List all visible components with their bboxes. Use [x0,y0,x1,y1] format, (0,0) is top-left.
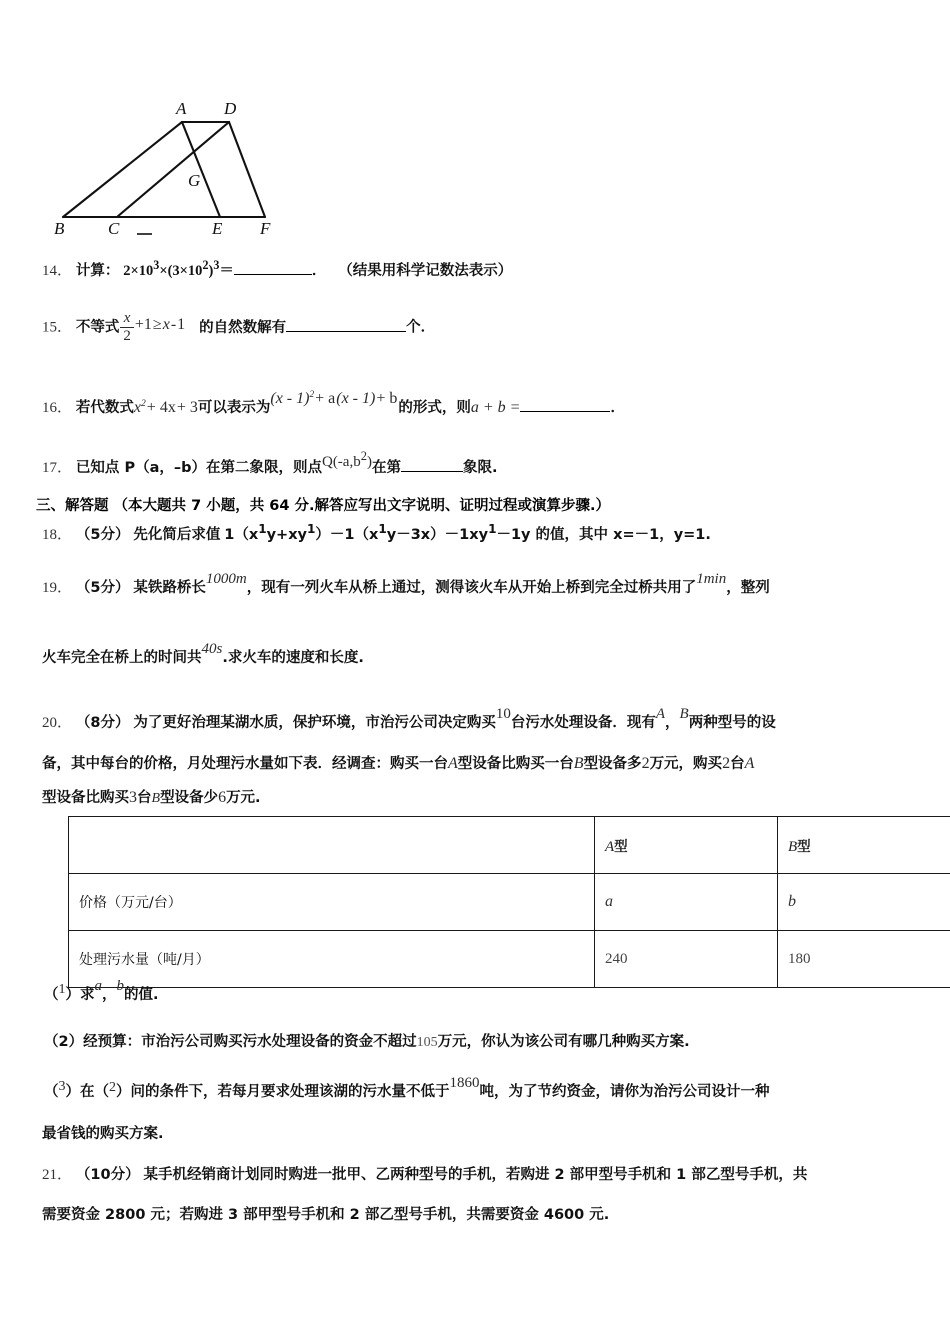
sub3-text-b: ）问的条件下，若每月要求处理该湖的污水量不低于 [116,1084,450,1100]
table-cell-capacity-b: 180 [778,931,950,988]
question-20-diff1: 2 [641,755,650,772]
question-20-line2-c: 型设备多 [583,756,642,772]
question-17-answer-blank[interactable] [401,471,463,472]
geometry-figure [40,88,340,238]
sub1-var-a: a [94,978,102,994]
question-14-expression: $2\times 10^3\times(3\times 10^2)^3=$ [123,258,234,279]
question-16-period: ． [610,400,625,416]
question-15-unit: 个． [406,319,436,336]
question-16-tail: 的形式，则 [398,400,471,416]
table-row-price [69,874,950,931]
question-17-point-q: $Q(-a,b^2)$ [321,449,372,470]
figure-label-G: G [188,171,201,190]
question-14-period: ． [311,262,327,279]
question-17-lead: 已知点 P（a，–b）在第二象限，则点 [75,460,322,476]
sub3-text-a: 在（ [80,1084,109,1100]
table-cell-price-b: b [778,874,950,931]
question-15 [42,311,435,344]
question-16-mid: 可以表示为 [197,400,271,416]
table-cell-capacity-a: 240 [595,931,778,988]
question-20-line1-c: 两种型号的设 [688,715,776,731]
segment-DF [229,122,265,217]
question-14-answer-blank[interactable] [234,274,312,275]
question-18-expression: $1(x^1y+xy^1)-1(x^1y-3x)-1xy^1-1y$ 的值，其中 x=－1，y=1. [224,522,711,543]
table-header-type-a: A型 [595,817,778,874]
question-20-score: （8分） [75,715,130,731]
segment-AE [182,122,220,217]
question-18-score: （5分） [75,526,130,543]
question-20-sub1 [44,975,159,1007]
question-15-label: 不等式 [75,319,120,336]
question-21-text-line1: 某手机经销商计划同时购进一批甲、乙两种型号的手机，若购进 2 部甲型号手机和 1 部乙型号手机，共 [143,1167,808,1183]
sub3-paren-open: （ [44,1084,59,1100]
sub1-text: 求 [80,987,95,1003]
question-20-sub3-line2 [42,1122,164,1146]
table-cell-empty-corner [69,817,595,874]
question-20-l2-type-a2: A [744,755,755,772]
question-20-line1-b: 台污水处理设备．现有 [510,715,656,731]
question-14-note: （结果用科学记数法表示） [338,262,513,279]
question-16 [42,387,625,420]
question-20-line3-c: 型设备少 [160,790,219,806]
figure-label-B: B [54,219,65,238]
sub3-text-c: 吨，为了节约资金，请你为治污公司设计一种 [479,1084,770,1100]
question-19-line2-b: .求火车的速度和长度. [222,650,364,666]
sub1-number: 1 [58,982,66,997]
question-15-tail-text: 的自然数解有 [199,319,287,336]
question-15-fraction [120,311,134,344]
question-19-text-b: ，现有一列火车从桥上通过，测得该火车从开始上桥到完全过桥共用了 [246,580,697,596]
sub1-comma: ， [102,987,117,1003]
question-18-lead: 先化简后求值 [133,526,221,543]
section-heading-answer-questions: 三、解答题 （本大题共 7 小题，共 64 分.解答应写出文字说明、证明过程或演算步骤.） [36,498,611,514]
question-21-number: 21． [42,1167,73,1183]
figure-label-F: F [260,219,271,238]
figure-label-C: C [108,219,120,238]
question-19-bridge-length: 1000m [205,571,247,587]
question-20-device-count: 10 [495,706,511,722]
question-20-line2-e: 台 [730,756,745,772]
figure-label-D: D [224,99,237,118]
question-20-line1 [42,703,776,735]
question-20-diff2: 6 [218,789,227,806]
figure-label-E: E [212,219,223,238]
question-20-type-a: A [655,706,666,722]
segment-BA [63,122,182,217]
question-18-number: 18． [42,526,73,543]
question-20-line2-b: 型设备比购买一台 [457,756,574,772]
sub2-text-a: 经预算：市治污公司购买污水处理设备的资金不超过 [83,1034,417,1050]
device-spec-table [68,816,950,988]
question-20-number: 20． [42,715,73,731]
question-16-expr-right: (x - 1)$^2$+ a(x - 1)+ b [270,390,398,407]
question-16-expr-left: $x^2+ 4x+ 3$ [133,397,198,416]
question-20-sub3 [44,1072,770,1104]
question-19-score: （5分） [75,580,130,596]
figure-label-A: A [176,99,187,118]
fraction-denominator: 2 [123,327,131,344]
question-20-comma: ， [665,715,680,731]
sub1-var-b: b [116,978,124,994]
table-row-label-capacity: 处理污水量（吨/月） [69,931,595,988]
fraction-numerator: x [123,310,131,326]
sub1-paren-close: ） [65,987,80,1003]
question-20-sub2 [44,1030,690,1054]
question-19-line1 [42,568,770,600]
question-16-answer-blank[interactable] [520,411,610,412]
sub3-number: 3 [58,1079,66,1094]
sub3-ref: 2 [109,1080,116,1095]
question-21-line1 [42,1163,807,1187]
table-header-type-b: B型 [778,817,950,874]
question-20-line3-a: 型设备比购买 [42,790,129,806]
sub3-line2: 最省钱的购买方案. [42,1126,164,1142]
question-19-text-c: ，整列 [726,580,770,596]
question-14-number: 14． [42,262,73,279]
table-cell-price-a: a [595,874,778,931]
question-20-l3-type-b: B [151,791,161,806]
question-17-tail: 在第 [371,460,401,476]
question-20-l2-type-a: A [448,755,458,772]
question-15-number: 15． [42,319,73,336]
table-header-row [69,817,950,874]
question-19-time-on-bridge: 40s [201,641,223,657]
sub2-text-b: 万元，你认为该公司有哪几种购买方案. [437,1034,690,1050]
question-21-line2 [42,1203,609,1227]
question-14-calc-label: 计算： [75,262,120,279]
question-19-number: 19． [42,580,73,596]
question-20-line1-a: 为了更好治理某湖水质，保护环境，市治污公司决定购买 [133,715,496,731]
question-21-score: （10分） [75,1167,140,1183]
question-20-line3 [42,786,261,810]
question-20-l2-type-b: B [573,755,584,772]
sub2-label: （2） [44,1034,84,1050]
question-19-line2-a: 火车完全在桥上的时间共 [42,650,202,666]
question-20-type-b: B [679,706,689,722]
question-16-number: 16． [42,400,73,416]
table-row-capacity [69,931,950,988]
question-20-line2-a: 备，其中每台的价格，月处理污水量如下表．经调查：购买一台 [42,756,448,772]
question-20-line3-b: 台 [137,790,152,806]
question-21-text-line2: 需要资金 2800 元；若购进 3 部甲型号手机和 2 部乙型号手机，共需要资金 4600 元. [42,1207,610,1223]
question-14 [42,256,512,283]
question-15-inequality: +1≥x-1 [134,315,186,333]
question-20-qty3: 3 [129,789,137,806]
question-20-line3-d: 万元. [226,790,261,806]
question-18 [42,520,711,547]
sub1-tail: 的值. [124,987,159,1003]
sub3-amount: 1860 [449,1075,480,1091]
question-19-time-total: 1min [696,571,727,587]
question-20-line2 [42,752,754,776]
question-16-ab: a + b = [470,399,521,416]
sub1-paren-open: （ [44,987,59,1003]
question-17 [42,447,497,480]
question-15-answer-blank[interactable] [286,331,406,332]
question-17-tail2: 象限. [462,460,498,476]
question-16-lead: 若代数式 [75,400,134,416]
sub2-budget: 105 [416,1035,438,1050]
segment-CD [117,122,229,217]
question-17-number: 17． [42,460,73,476]
question-19-line2 [42,638,364,670]
question-19-text-a: 某铁路桥长 [133,580,206,596]
sub3-paren-close: ） [65,1084,80,1100]
table-row-label-price: 价格（万元/台） [69,874,595,931]
question-20-qty2: 2 [722,755,731,772]
question-20-line2-d: 万元，购买 [649,756,723,772]
